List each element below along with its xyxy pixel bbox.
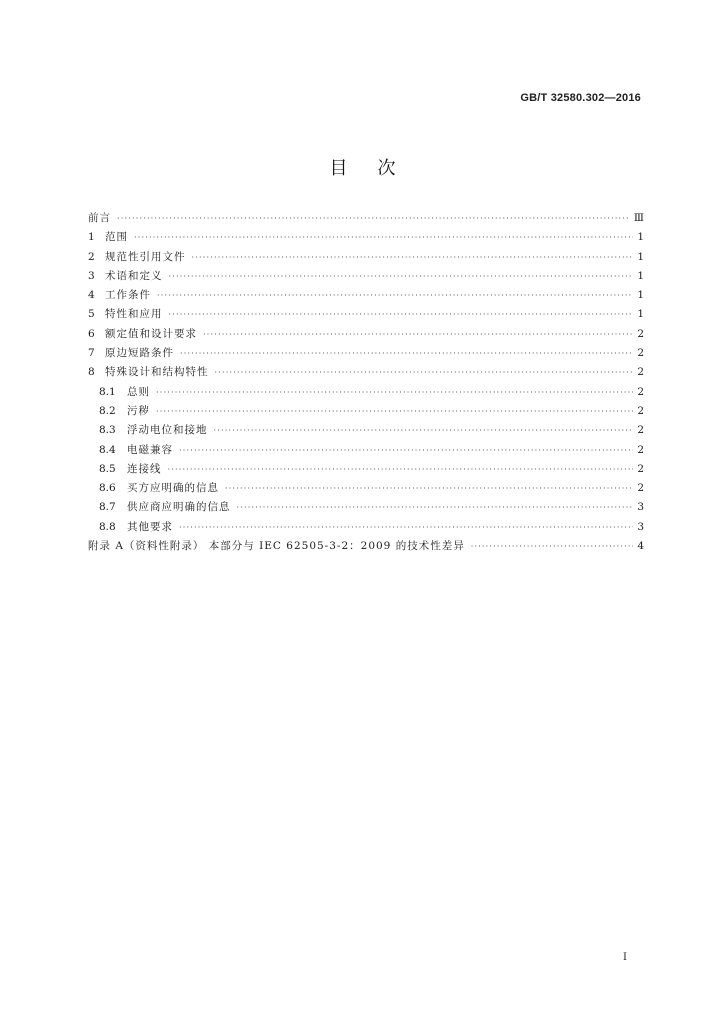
- toc-entry-page: 3: [637, 501, 644, 514]
- toc-leader-dots: [179, 441, 633, 460]
- toc-entry-page: 2: [637, 443, 644, 456]
- toc-entry-page: 1: [637, 269, 644, 282]
- toc-entry-label: 工作条件: [105, 289, 151, 302]
- toc-entry-page: 2: [637, 385, 644, 398]
- toc-entry[interactable]: [88, 286, 644, 305]
- page-number: I: [623, 952, 627, 963]
- toc-entry[interactable]: [88, 363, 644, 382]
- toc-entry-number: 8.5: [99, 462, 116, 475]
- toc-entry-label: 总则: [127, 385, 150, 398]
- toc-entry-number: 1: [88, 231, 95, 244]
- toc-leader-dots: [117, 209, 630, 228]
- toc-entry-label: 原边短路条件: [105, 347, 174, 360]
- toc-entry-label: 买方应明确的信息: [127, 482, 219, 495]
- toc-entry[interactable]: [88, 441, 644, 460]
- toc-entry-number: 7: [88, 347, 95, 360]
- toc-leader-dots: [192, 248, 634, 267]
- toc-entry-number: 8.7: [99, 501, 116, 514]
- toc-entry[interactable]: [88, 267, 644, 286]
- toc-entry-label: 术语和定义: [105, 269, 163, 282]
- toc-entry-number: 6: [88, 327, 95, 340]
- toc-entry-page: 4: [637, 540, 644, 553]
- toc-entry-page: 1: [637, 308, 644, 321]
- toc-entry-page: 2: [637, 404, 644, 417]
- toc-entry-page: 1: [637, 289, 644, 302]
- toc-entry-number: 2: [88, 250, 95, 263]
- toc-entry[interactable]: [88, 518, 644, 537]
- toc-entry[interactable]: [88, 228, 644, 247]
- toc-entry-label: 特殊设计和结构特性: [105, 366, 209, 379]
- toc-entry-label: 特性和应用: [105, 308, 163, 321]
- page-title: 目次: [329, 158, 426, 179]
- toc-leader-dots: [169, 267, 634, 286]
- toc-entry[interactable]: [88, 305, 644, 324]
- toc-entry-page: 2: [637, 366, 644, 379]
- toc-leader-dots: [168, 460, 634, 479]
- toc-entry-label: 范围: [105, 231, 128, 244]
- toc-entry[interactable]: [88, 344, 644, 363]
- toc-entry[interactable]: [88, 479, 644, 498]
- toc-entry[interactable]: [88, 498, 644, 517]
- toc-entry-page: 2: [637, 424, 644, 437]
- toc-leader-dots: [237, 498, 634, 517]
- toc-leader-dots: [179, 518, 633, 537]
- toc-entry-page: 1: [637, 231, 644, 244]
- toc-entry-label: 连接线: [127, 462, 162, 475]
- toc-leader-dots: [214, 421, 634, 440]
- toc-entry-label: 浮动电位和接地: [127, 424, 208, 437]
- toc-entry-label: 供应商应明确的信息: [127, 501, 231, 514]
- toc-entry-number: 8.6: [99, 482, 116, 495]
- toc-entry[interactable]: [88, 383, 644, 402]
- toc-leader-dots: [203, 325, 633, 344]
- toc-entry-number: 4: [88, 289, 95, 302]
- toc-entry-label: 规范性引用文件: [105, 250, 186, 263]
- toc-leader-dots: [134, 228, 633, 247]
- toc-entry[interactable]: [88, 209, 644, 228]
- toc-entry-page: 2: [637, 327, 644, 340]
- toc-entry-page: Ⅲ: [633, 212, 644, 224]
- toc-entry[interactable]: [88, 248, 644, 267]
- toc-entry-number: 8.4: [99, 443, 116, 456]
- table-of-contents: [88, 209, 644, 556]
- toc-entry-page: 2: [637, 462, 644, 475]
- toc-leader-dots: [225, 479, 633, 498]
- toc-entry-number: 8.2: [99, 404, 116, 417]
- toc-entry[interactable]: [88, 402, 644, 421]
- toc-entry-label: 电磁兼容: [127, 443, 173, 456]
- toc-entry-label: 附录 A（资料性附录） 本部分与 IEC 62505-3-2：2009 的技术性差异: [88, 540, 465, 553]
- toc-entry-number: 8.8: [99, 520, 116, 533]
- toc-leader-dots: [156, 383, 633, 402]
- toc-leader-dots: [215, 363, 634, 382]
- standard-number: GB/T 32580.302—2016: [520, 92, 641, 104]
- toc-leader-dots: [169, 305, 634, 324]
- toc-leader-dots: [180, 344, 633, 363]
- toc-entry-label: 污秽: [127, 404, 150, 417]
- toc-entry-page: 2: [637, 482, 644, 495]
- toc-entry[interactable]: [88, 537, 644, 556]
- toc-leader-dots: [157, 286, 633, 305]
- toc-entry-number: 5: [88, 308, 95, 321]
- toc-entry-label: 额定值和设计要求: [105, 327, 197, 340]
- toc-entry-label: 前言: [88, 212, 111, 224]
- toc-entry-number: 8: [88, 366, 95, 379]
- toc-entry-page: 2: [637, 347, 644, 360]
- toc-entry-number: 8.1: [99, 385, 116, 398]
- toc-entry-page: 3: [637, 520, 644, 533]
- toc-entry-number: 3: [88, 269, 95, 282]
- toc-entry-number: 8.3: [99, 424, 116, 437]
- toc-leader-dots: [156, 402, 633, 421]
- toc-leader-dots: [471, 537, 634, 556]
- toc-entry-label: 其他要求: [127, 520, 173, 533]
- toc-entry[interactable]: [88, 325, 644, 344]
- toc-entry[interactable]: [88, 460, 644, 479]
- toc-entry-page: 1: [637, 250, 644, 263]
- toc-entry[interactable]: [88, 421, 644, 440]
